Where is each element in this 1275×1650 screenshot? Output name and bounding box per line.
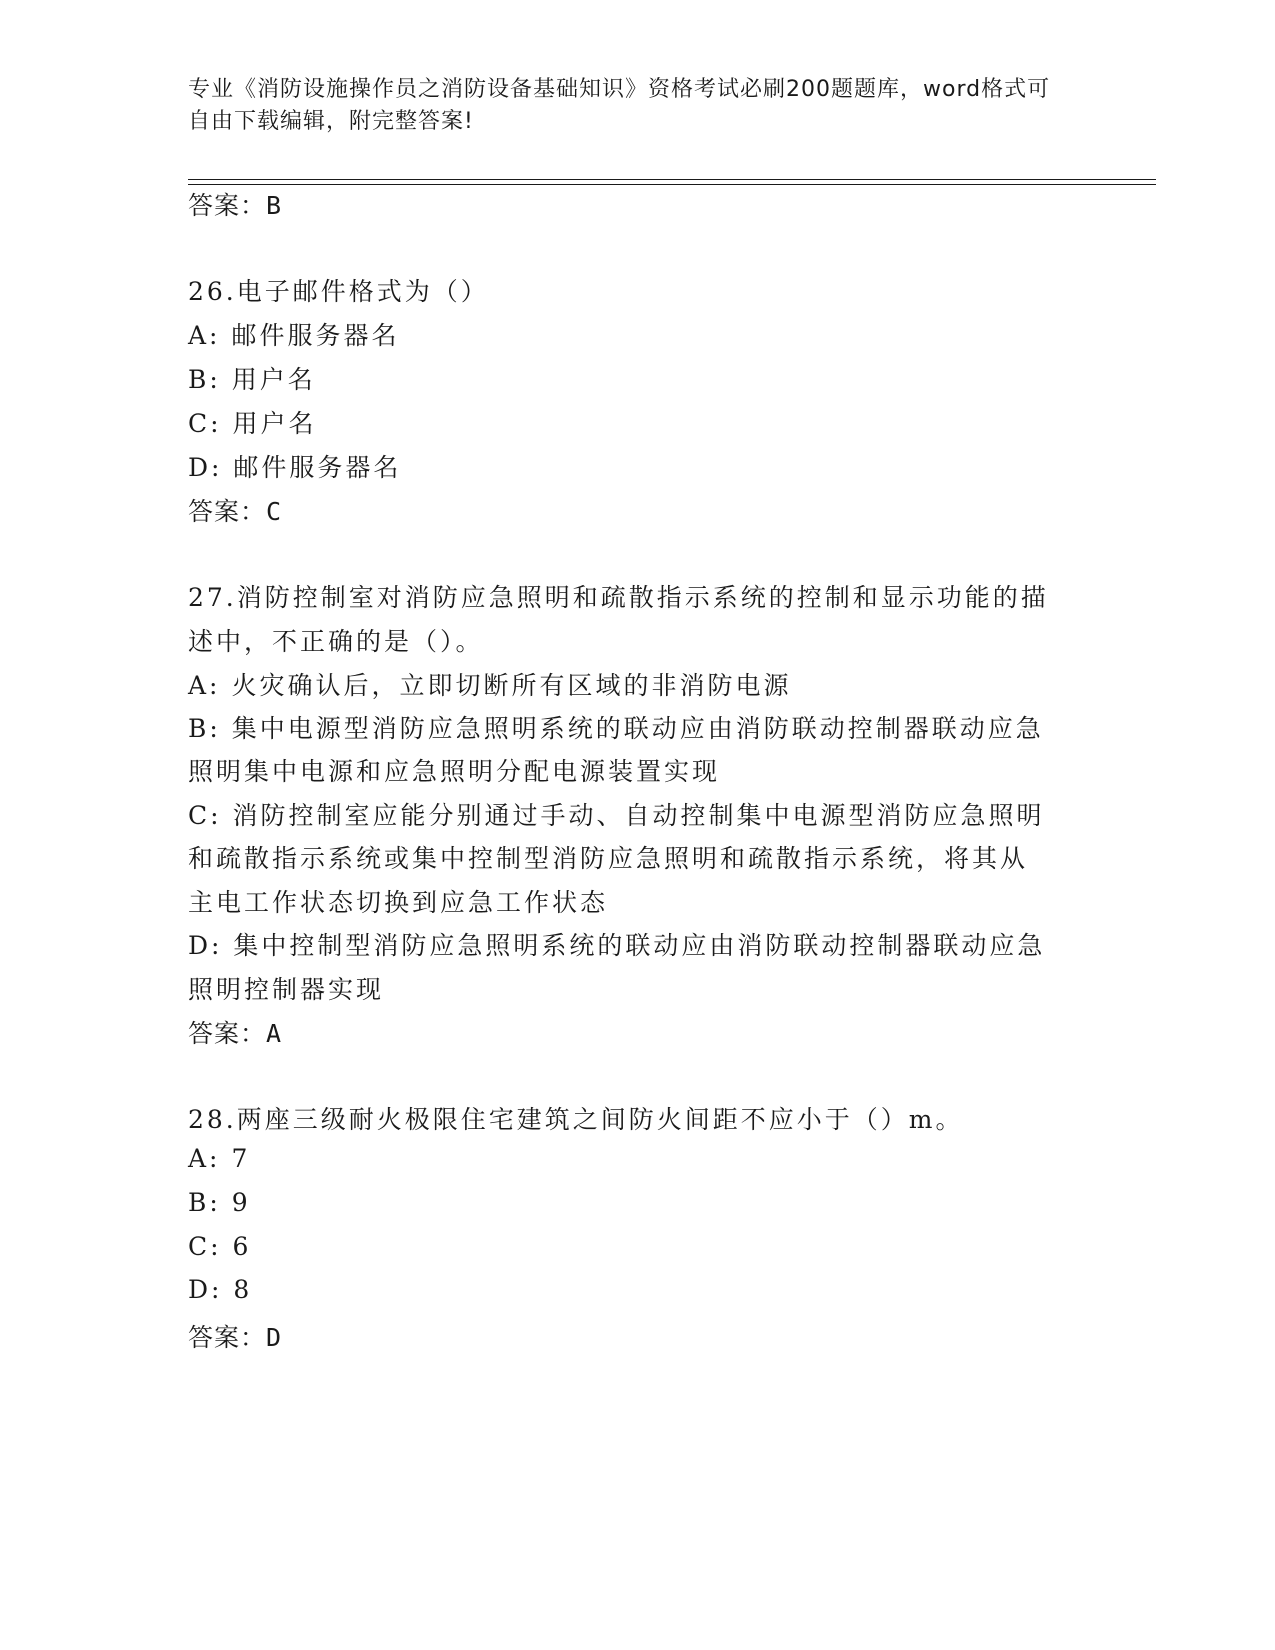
document-header: 专业《消防设施操作员之消防设备基础知识》资格考试必刷200题题库，word格式可自由下载编辑，附完整答案!: [188, 77, 1051, 134]
question-27-stem: 27.消防控制室对消防应急照明和疏散指示系统的控制和显示功能的描: [188, 583, 1049, 612]
question-26-option-a: A: 邮件服务器名: [188, 321, 400, 350]
header-divider-top: [188, 179, 1156, 180]
question-26-option-b: B: 用户名: [188, 365, 316, 394]
question-27-option-d: D: 集中控制型消防应急照明系统的联动应由消防联动控制器联动应急: [188, 931, 1046, 960]
question-27-option-c-cont-2: 主电工作状态切换到应急工作状态: [188, 888, 609, 917]
question-27-stem-cont: 述中，不正确的是（）。: [188, 627, 484, 656]
question-26-option-d: D: 邮件服务器名: [188, 453, 402, 482]
question-27-answer: 答案：A: [188, 1019, 283, 1048]
question-28-option-d: D: 8: [188, 1275, 253, 1304]
question-26-stem: 26.电子邮件格式为（）: [188, 277, 489, 306]
question-28-option-a: A: 7: [188, 1144, 251, 1173]
question-28-answer: 答案：D: [188, 1323, 283, 1352]
question-27-option-b: B: 集中电源型消防应急照明系统的联动应由消防联动控制器联动应急: [188, 714, 1044, 743]
question-28-option-c: C: 6: [188, 1232, 252, 1261]
previous-answer: 答案：B: [188, 191, 283, 220]
question-28-stem: 28.两座三级耐火极限住宅建筑之间防火间距不应小于（）m。: [188, 1105, 964, 1134]
question-27-option-b-cont: 照明集中电源和应急照明分配电源装置实现: [188, 757, 721, 786]
question-27-option-c-cont-1: 和疏散指示系统或集中控制型消防应急照明和疏散指示系统，将其从: [188, 844, 1029, 873]
header-divider-bottom: [188, 184, 1156, 185]
question-28-option-b: B: 9: [188, 1188, 251, 1217]
question-27-option-d-cont: 照明控制器实现: [188, 975, 385, 1004]
question-27-option-a: A: 火灾确认后，立即切断所有区域的非消防电源: [188, 671, 792, 700]
question-26-answer: 答案：C: [188, 497, 283, 526]
question-26-option-c: C: 用户名: [188, 409, 317, 438]
question-27-option-c: C: 消防控制室应能分别通过手动、自动控制集中电源型消防应急照明: [188, 801, 1045, 830]
